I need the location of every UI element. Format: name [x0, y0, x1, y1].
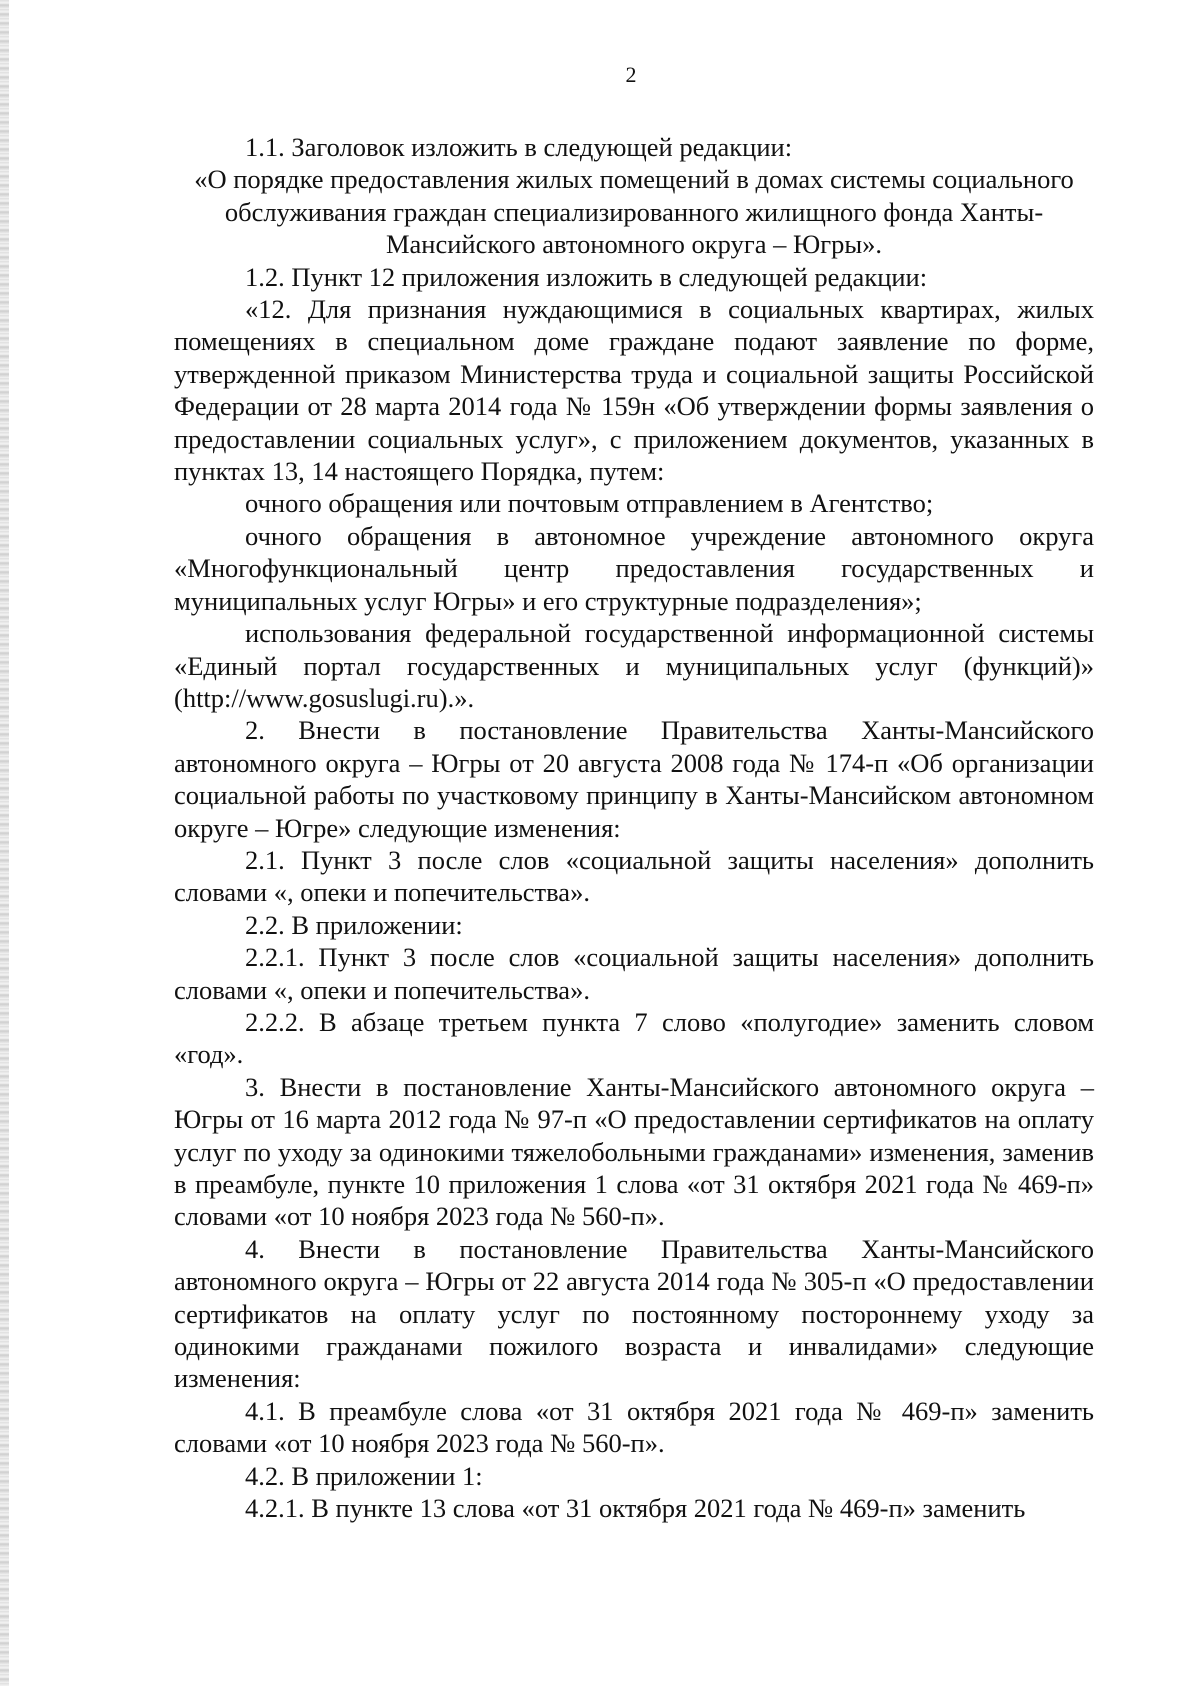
paragraph-2-2-2: 2.2.2. В абзаце третьем пункта 7 слово «полугодие» заменить словом «год».	[174, 1006, 1094, 1070]
paragraph-2: 2. Внести в постановление Правительства Ханты-Мансийского автономного округа – Югры от 20 августа 2008 года № 174-п «Об организации социальной работы по участковому принципу в Ханты-Мансийском автономном округе – Югре» следующие изменения:	[174, 715, 1094, 843]
paragraph-4-2: 4.2. В приложении 1:	[245, 1460, 483, 1491]
paragraph-4-1: 4.1. В преамбуле слова «от 31 октября 2021 года № 469-п» заменить словами «от 10 ноября 2023 года № 560-п».	[174, 1395, 1094, 1459]
submission-method-1: очного обращения или почтовым отправлением в Агентство;	[245, 488, 934, 519]
paragraph-4: 4. Внести в постановление Правительства Ханты-Мансийского автономного округа – Югры от 22 августа 2014 года № 305-п «О предоставлении сертификатов на оплату услуг по постоянному постороннему уходу за одинокими гражданами пожилого возраста и инвалидами» следующие изменения:	[174, 1233, 1094, 1394]
paragraph-2-1: 2.1. Пункт 3 после слов «социальной защиты населения» дополнить словами «, опеки и попечительства».	[174, 844, 1094, 908]
paragraph-2-2: 2.2. В приложении:	[245, 909, 463, 940]
paragraph-1-1: 1.1. Заголовок изложить в следующей редакции:	[245, 132, 793, 162]
paragraph-4-2-1: 4.2.1. В пункте 13 слова «от 31 октября 2021 года № 469-п» заменить	[245, 1493, 1026, 1524]
paragraph-3: 3. Внести в постановление Ханты-Мансийского автономного округа – Югры от 16 марта 2012 года № 97-п «О предоставлении сертификатов на оплату услуг по уходу за одинокими тяжелобольными гражданами» изменения, заменив в преамбуле, пункте 10 приложения 1 слова «от 31 октября 2021 года № 469-п» словами «от 10 ноября 2023 года № 560-п».	[174, 1071, 1094, 1232]
paragraph-1-2: 1.2. Пункт 12 приложения изложить в следующей редакции:	[245, 261, 928, 292]
paragraph-2-2-1: 2.2.1. Пункт 3 после слов «социальной защиты населения» дополнить словами «, опеки и попечительства».	[174, 942, 1094, 1005]
document-body	[174, 131, 1094, 1524]
submission-method-3: использования федеральной государственной информационной системы «Единый портал государственных и муниципальных услуг (функций)» (http://www.gosuslugi.ru).».	[174, 618, 1094, 713]
paragraph-12-quote: «12. Для признания нуждающимися в социальных квартирах, жилых помещениях в специальном доме граждане подают заявление по форме, утвержденной приказом Министерства труда и социальной защиты Российской Федерации от 28 марта 2014 года № 159н «Об утверждении формы заявления о предоставлении социальных услуг», с приложением документов, указанных в пунктах 13, 14 настоящего Порядка, путем:	[174, 294, 1094, 487]
new-title-quote: «О порядке предоставления жилых помещений в домах системы социального обслуживания граждан специализированного жилищного фонда Ханты-Мансийского автономного округа – Югры».	[194, 164, 1074, 260]
page-number: 2	[625, 62, 637, 87]
submission-method-2: очного обращения в автономное учреждение автономного округа «Многофункциональный центр предоставления государственных и муниципальных услуг Югры» и его структурные подразделения»;	[174, 520, 1094, 616]
scan-edge	[0, 0, 9, 1686]
